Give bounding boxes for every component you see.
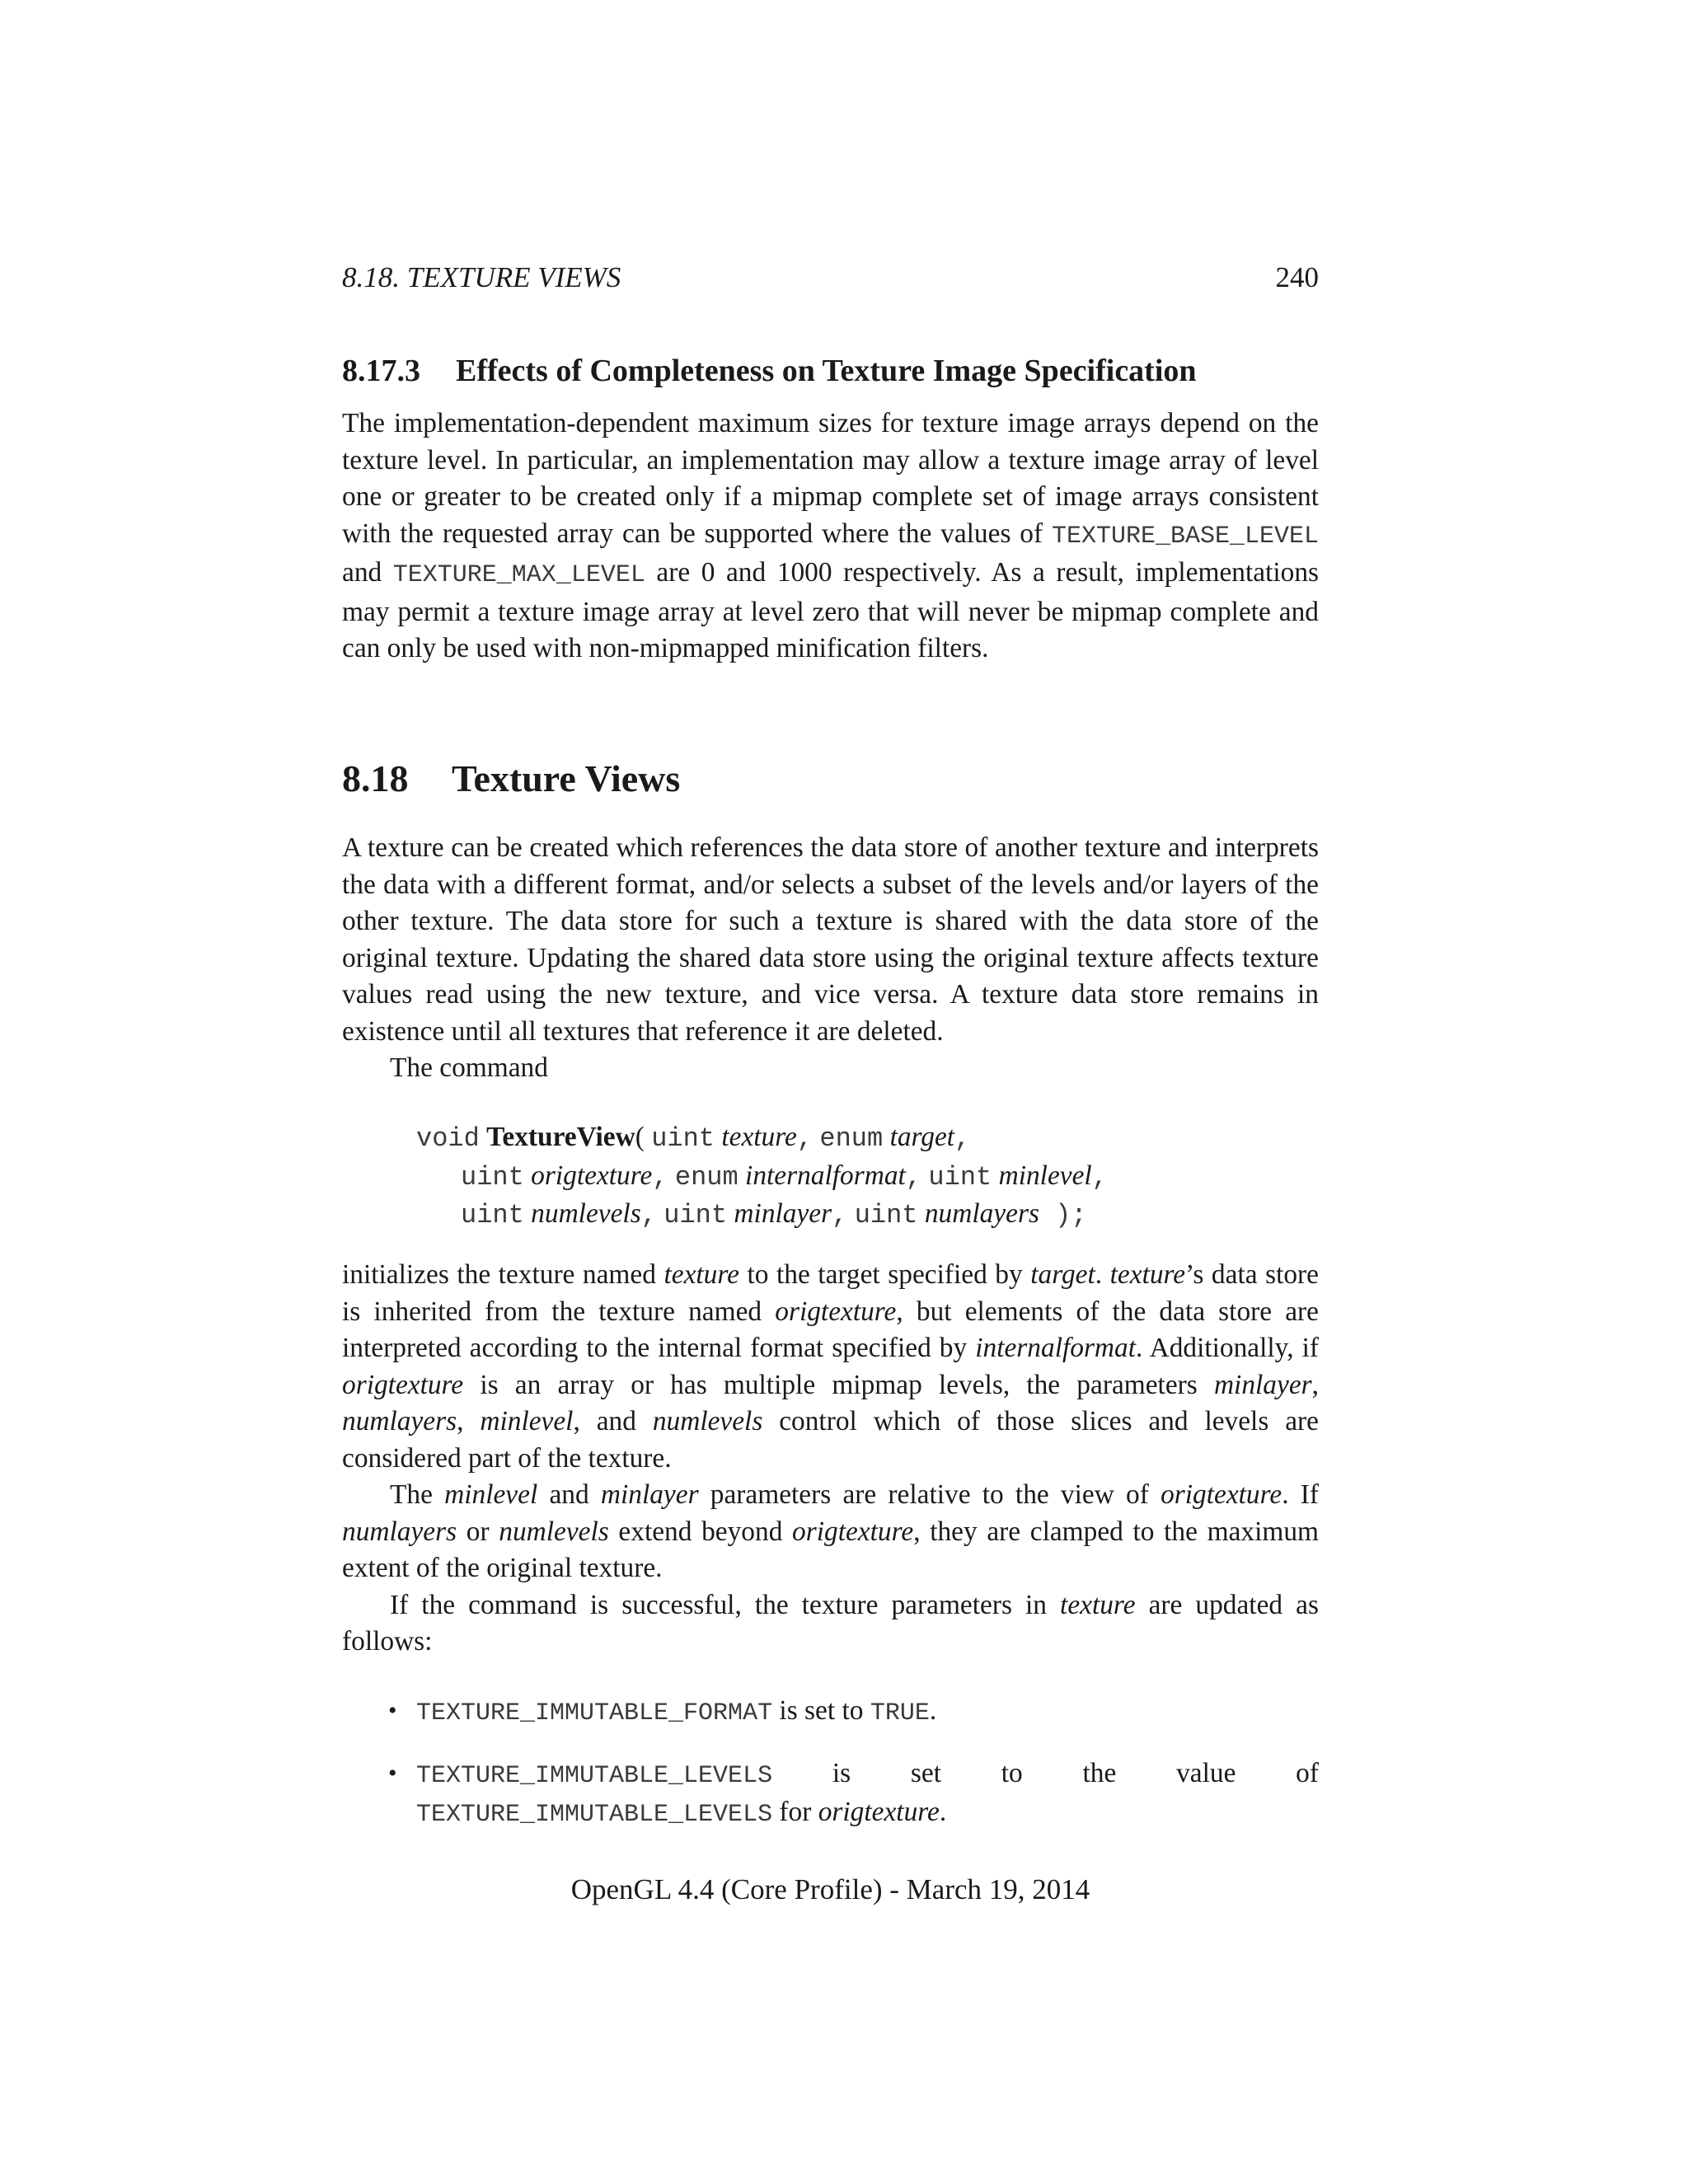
- text-run: to the target specified by: [738, 1259, 1031, 1290]
- parameter-update-list: [342, 1693, 1319, 1834]
- code-immutable-format: TEXTURE_IMMUTABLE_FORMAT: [416, 1699, 773, 1727]
- type-uint: uint: [663, 1200, 728, 1230]
- text-run: If the command is successful, the texture parameters in: [390, 1589, 1061, 1620]
- term-internalformat: internalformat: [975, 1333, 1137, 1363]
- keyword-void: void: [416, 1123, 480, 1154]
- text-run: and: [342, 557, 393, 588]
- text-run: is set to the value of: [772, 1757, 1319, 1788]
- section-title: Texture Views: [452, 757, 681, 799]
- text-run: are updated as follows:: [342, 1589, 1319, 1657]
- comma: ,: [652, 1161, 668, 1193]
- code-immutable-levels: TEXTURE_IMMUTABLE_LEVELS: [416, 1761, 773, 1790]
- page-footer: OpenGL 4.4 (Core Profile) - March 19, 2014: [570, 1873, 1090, 1905]
- param-target: target: [889, 1122, 955, 1152]
- type-enum: enum: [674, 1161, 738, 1193]
- signature-line-2: [416, 1158, 1240, 1197]
- term-origtexture: origtexture: [775, 1296, 897, 1327]
- text-run: , and: [573, 1406, 653, 1436]
- text-run: is set to: [772, 1695, 870, 1726]
- signature-line-1: [416, 1119, 1240, 1158]
- text-run: control which of those slices and levels are considered part of the texture.: [342, 1406, 1319, 1474]
- param-minlayer: minlayer: [734, 1198, 832, 1229]
- term-numlayers: numlayers: [342, 1516, 457, 1547]
- text-run: parameters are relative to the view of: [698, 1479, 1161, 1510]
- section-heading: [342, 754, 1319, 804]
- description-paragraph-1: [342, 1257, 1319, 1477]
- comma: ,: [1091, 1161, 1108, 1193]
- text-run: . If: [1282, 1479, 1319, 1510]
- term-numlayers: numlayers: [342, 1406, 457, 1436]
- type-uint: uint: [461, 1161, 524, 1193]
- text-run: and: [537, 1479, 601, 1510]
- term-minlayer: minlayer: [600, 1479, 699, 1510]
- type-uint: uint: [928, 1161, 992, 1193]
- text-run: . Additionally, if: [1136, 1333, 1319, 1363]
- completeness-paragraph: [342, 405, 1319, 668]
- function-signature: [416, 1119, 1240, 1235]
- code-immutable-levels: TEXTURE_IMMUTABLE_LEVELS: [416, 1801, 773, 1829]
- text-run: for: [772, 1797, 818, 1827]
- term-origtexture: origtexture: [342, 1369, 464, 1400]
- text-run: The implementation-dependent maximum sizes for texture image arrays depend on the texture level. In particular, an implementation may allow a texture image array of level one or greater to be created only if a mipmap complete set of image arrays consistent with the requested array can be supported where the values of: [342, 408, 1319, 549]
- code-texture-base-level: TEXTURE_BASE_LEVEL: [1051, 522, 1319, 551]
- text-run: is an array or has multiple mipmap levels, the parameters: [463, 1369, 1214, 1400]
- section-intro: [342, 830, 1319, 1087]
- subsection-heading: [342, 350, 1319, 391]
- type-uint: uint: [461, 1200, 524, 1230]
- list-item: [342, 1693, 1319, 1732]
- command-intro: The command: [390, 1052, 548, 1083]
- comma: ,: [905, 1161, 922, 1193]
- description-paragraph-3: [342, 1587, 1319, 1661]
- term-texture: texture: [1109, 1259, 1186, 1290]
- function-name: TextureView: [486, 1122, 635, 1152]
- text-run: , they are clamped to the maximum extent of the original texture.: [342, 1516, 1320, 1583]
- intro-paragraph: A texture can be created which references the data store of another texture and interprets the data with a different format, and/or selects a subset of the levels and/or layers of the other texture. The data store for such a texture is shared with the data store of the original texture. Updating the shared data store using the original texture affects texture values read using the new texture, and vice versa. A texture data store remains in existence until all textures that reference it are deleted.: [342, 832, 1319, 1047]
- running-head-title: 8.18. TEXTURE VIEWS: [342, 261, 621, 293]
- text-run: .: [1095, 1259, 1110, 1290]
- comma: ,: [954, 1123, 971, 1154]
- bullet-icon: •: [388, 1759, 397, 1787]
- param-numlevels: numlevels: [531, 1198, 641, 1229]
- paren-close: );: [1039, 1200, 1087, 1230]
- text-run: extend beyond: [608, 1516, 793, 1547]
- bullet-icon: •: [388, 1697, 397, 1724]
- text-run: initializes the texture named: [342, 1259, 664, 1290]
- text-run: .: [929, 1695, 937, 1726]
- type-uint: uint: [854, 1200, 918, 1230]
- subsection-body: [342, 405, 1319, 668]
- term-origtexture: origtexture: [818, 1797, 940, 1827]
- term-origtexture: origtexture: [1160, 1479, 1282, 1510]
- param-internalformat: internalformat: [745, 1160, 906, 1191]
- term-target: target: [1030, 1259, 1095, 1290]
- text-run: ,: [457, 1406, 481, 1436]
- term-numlevels: numlevels: [652, 1406, 763, 1436]
- section-number: 8.18: [342, 757, 409, 799]
- text-run: ’s data store is inherited from the texture named: [342, 1259, 1319, 1327]
- param-texture: texture: [721, 1122, 797, 1152]
- term-texture: texture: [663, 1259, 739, 1290]
- text-run: The: [390, 1479, 445, 1510]
- text-run: are 0 and 1000 respectively. As a result, implementations may permit a texture image array at level zero that will never be mipmap complete and can only be used with non-mipmapped minification filters.: [342, 557, 1320, 663]
- subsection-number: 8.17.3: [342, 354, 420, 388]
- description-paragraph-2: [342, 1477, 1319, 1587]
- comma: ,: [796, 1123, 814, 1154]
- text-run: or: [457, 1516, 499, 1547]
- term-texture: texture: [1060, 1589, 1136, 1620]
- code-texture-max-level: TEXTURE_MAX_LEVEL: [392, 561, 645, 589]
- running-head: [342, 257, 1319, 298]
- term-minlevel: minlevel: [480, 1406, 574, 1436]
- type-uint: uint: [651, 1123, 715, 1154]
- term-minlayer: minlayer: [1213, 1369, 1312, 1400]
- code-true: TRUE: [870, 1699, 930, 1727]
- signature-line-3: [416, 1196, 1240, 1235]
- term-minlevel: minlevel: [444, 1479, 538, 1510]
- paren-open: (: [635, 1122, 652, 1152]
- param-origtexture: origtexture: [531, 1160, 653, 1191]
- subsection-title: Effects of Completeness on Texture Image Specification: [456, 354, 1197, 388]
- text-run: , but elements of the data store are interpreted according to the internal format specified by: [342, 1296, 1319, 1363]
- page-number: 240: [1275, 261, 1319, 293]
- text-run: .: [939, 1797, 947, 1827]
- comma: ,: [832, 1200, 848, 1230]
- text-run: ,: [1311, 1369, 1319, 1400]
- param-minlevel: minlevel: [998, 1160, 1092, 1191]
- term-origtexture: origtexture: [792, 1516, 914, 1547]
- description: [342, 1257, 1319, 1661]
- type-enum: enum: [819, 1123, 884, 1154]
- comma: ,: [640, 1200, 657, 1230]
- param-numlayers: numlayers: [924, 1198, 1039, 1229]
- list-item: [342, 1755, 1319, 1834]
- term-numlevels: numlevels: [499, 1516, 609, 1547]
